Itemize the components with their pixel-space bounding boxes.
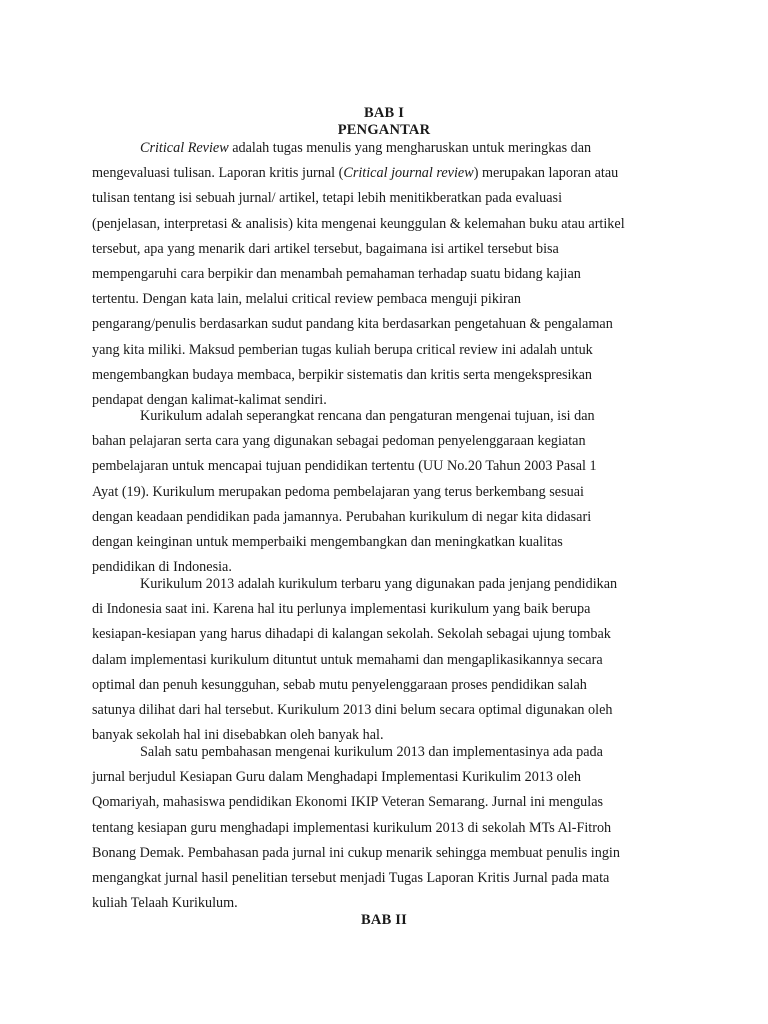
chapter-1-heading: BAB I bbox=[363, 105, 405, 121]
text-segment: Kurikulum 2013 adalah kurikulum terbaru yang digunakan pada jenjang pendidikan bbox=[140, 576, 618, 592]
text-segment: jurnal berjudul Kesiapan Guru dalam Menghadapi Implementasi Kurikulim 2013 oleh bbox=[92, 769, 581, 786]
text-segment: kesiapan-kesiapan yang harus dihadapi di kalangan sekolah. Sekolah sebagai ujung tombak bbox=[92, 626, 611, 643]
italic-text: Critical journal review bbox=[343, 165, 474, 182]
text-line bbox=[92, 262, 682, 287]
text-line bbox=[92, 597, 682, 622]
text-line bbox=[92, 572, 682, 597]
text-line bbox=[92, 648, 682, 673]
text-segment: dalam implementasi kurikulum dituntut untuk memahami dan mengaplikasikannya secara bbox=[92, 651, 603, 668]
text-segment: banyak sekolah hal ini disebabkan oleh banyak hal. bbox=[92, 727, 384, 744]
text-segment: pengarang/penulis berdasarkan sudut pandang kita berdasarkan pengetahuan & pengalaman bbox=[92, 316, 613, 333]
text-line bbox=[92, 480, 682, 505]
text-segment: pembelajaran untuk mencapai tujuan pendidikan tertentu (UU No.20 Tahun 2003 Pasal 1 bbox=[92, 458, 597, 475]
text-segment: dengan keadaan pendidikan pada jamannya. Perubahan kurikulum di negar kita didasari bbox=[92, 508, 592, 525]
text-line bbox=[92, 287, 682, 312]
text-segment: Bonang Demak. Pembahasan pada jurnal ini cukup menarik sehingga membuat penulis ingin bbox=[92, 844, 620, 861]
text-line bbox=[92, 161, 682, 186]
text-segment: tertentu. Dengan kata lain, melalui critical review pembaca menguji pikiran bbox=[92, 291, 521, 308]
text-line bbox=[92, 136, 682, 161]
text-segment: adalah tugas menulis yang mengharuskan untuk meringkas dan bbox=[228, 140, 592, 156]
text-segment: Kurikulum adalah seperangkat rencana dan pengaturan mengenai tujuan, isi dan bbox=[140, 408, 595, 424]
text-line bbox=[92, 404, 682, 429]
text-line bbox=[92, 866, 682, 891]
text-segment: mengembangkan budaya membaca, berpikir sistematis dan kritis serta mengekspresikan bbox=[92, 366, 592, 383]
text-line bbox=[92, 698, 682, 723]
text-line bbox=[92, 673, 682, 698]
text-segment: mempengaruhi cara berpikir dan menambah pemahaman terhadap suatu bidang kajian bbox=[92, 266, 581, 283]
text-line bbox=[92, 841, 682, 866]
text-line bbox=[92, 454, 682, 479]
italic-text: Critical Review bbox=[140, 140, 229, 156]
text-line bbox=[92, 816, 682, 841]
text-segment: ) merupakan laporan atau bbox=[473, 165, 619, 182]
chapter-1-title: PENGANTAR bbox=[337, 122, 431, 138]
text-segment: Ayat (19). Kurikulum merupakan pedoma pembelajaran yang terus berkembang sesuai bbox=[92, 483, 584, 500]
text-line bbox=[92, 505, 682, 530]
text-segment: tentang kesiapan guru menghadapi implementasi kurikulum 2013 di sekolah MTs Al-Fitroh bbox=[92, 819, 612, 836]
paragraph-2 bbox=[92, 404, 682, 580]
text-segment: dengan keinginan untuk memperbaiki mengembangkan dan meningkatkan kualitas bbox=[92, 534, 563, 551]
text-segment: bahan pelajaran serta cara yang digunakan sebagai pedoman penyelenggaraan kegiatan bbox=[92, 433, 586, 450]
text-line bbox=[92, 429, 682, 454]
text-line bbox=[92, 790, 682, 815]
text-line bbox=[92, 530, 682, 555]
text-segment: tersebut, apa yang menarik dari artikel tersebut, bagaimana isi artikel tersebut bisa bbox=[92, 240, 559, 257]
text-line bbox=[92, 212, 682, 237]
text-segment: di Indonesia saat ini. Karena hal itu perlunya implementasi kurikulum yang baik berupa bbox=[92, 601, 591, 618]
text-line bbox=[92, 363, 682, 388]
paragraph-4 bbox=[92, 740, 682, 916]
text-segment: yang kita miliki. Maksud pemberian tugas kuliah berupa critical review ini adalah untuk bbox=[92, 341, 593, 358]
text-line bbox=[92, 237, 682, 262]
text-line bbox=[92, 312, 682, 337]
paragraph-3 bbox=[92, 572, 682, 748]
text-segment: optimal dan penuh kesungguhan, sebab mutu penyelenggaraan proses pendidikan salah bbox=[92, 676, 587, 693]
text-line bbox=[92, 765, 682, 790]
text-segment: mengangkat jurnal hasil penelitian tersebut menjadi Tugas Laporan Kritis Jurnal pada mata bbox=[92, 870, 610, 887]
text-segment: Qomariyah, mahasiswa pendidikan Ekonomi IKIP Veteran Semarang. Jurnal ini mengulas bbox=[92, 794, 604, 811]
text-line bbox=[92, 338, 682, 363]
text-segment: tulisan tentang isi sebuah jurnal/ artikel, tetapi lebih menitikberatkan pada evaluasi bbox=[92, 190, 563, 207]
text-segment: kuliah Telaah Kurikulum. bbox=[92, 895, 238, 912]
text-segment: mengevaluasi tulisan. Laporan kritis jurnal ( bbox=[92, 165, 344, 182]
chapter-2-heading: BAB II bbox=[361, 912, 407, 928]
text-segment: satunya dilihat dari hal tersebut. Kurikulum 2013 dini belum secara optimal digunakan oleh bbox=[92, 702, 613, 719]
text-line bbox=[92, 740, 682, 765]
text-line bbox=[92, 622, 682, 647]
text-segment: pendidikan di Indonesia. bbox=[92, 559, 232, 576]
text-segment: pendapat dengan kalimat-kalimat sendiri. bbox=[92, 392, 327, 409]
text-line bbox=[92, 186, 682, 211]
paragraph-1 bbox=[92, 136, 682, 413]
text-segment: Salah satu pembahasan mengenai kurikulum 2013 dan implementasinya ada pada bbox=[140, 744, 603, 760]
text-segment: (penjelasan, interpretasi & analisis) kita mengenai keunggulan & kelemahan buku atau artikel bbox=[92, 215, 625, 232]
